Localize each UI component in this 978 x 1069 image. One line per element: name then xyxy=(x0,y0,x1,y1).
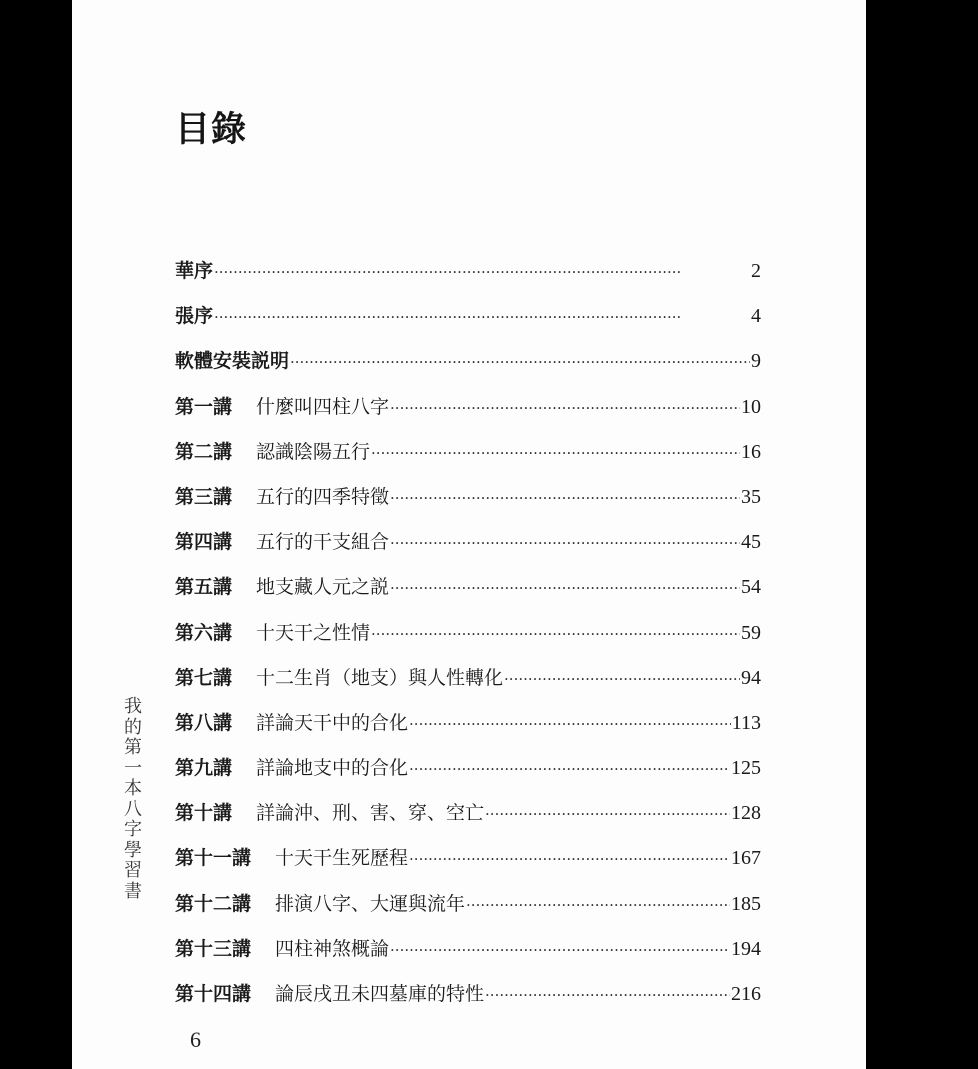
entry-title: 論辰戌丑未四墓庫的特性 xyxy=(275,983,485,1005)
entry-title: 十天干生死歷程 xyxy=(275,847,409,870)
dot-leader xyxy=(409,850,730,868)
entry-page-number: 113 xyxy=(731,711,761,734)
toc-entry[interactable] xyxy=(175,798,761,843)
entry-title: 詳論天干中的合化 xyxy=(256,711,409,734)
page-number: 6 xyxy=(190,1027,201,1052)
toc-entry[interactable] xyxy=(175,527,761,572)
entry-page-number: 45 xyxy=(741,531,761,554)
chapter-label: 第八講 xyxy=(175,711,233,734)
entry-title: 五行的四季特徵 xyxy=(256,485,390,508)
entry-title: 詳論地支中的合化 xyxy=(256,757,409,780)
dot-leader xyxy=(409,715,731,733)
book-page xyxy=(72,0,866,1069)
chapter-label: 第五講 xyxy=(175,576,233,599)
entry-page-number: 9 xyxy=(751,350,761,373)
entry-page-number: 54 xyxy=(741,576,761,599)
toc-entry[interactable] xyxy=(175,572,761,617)
dot-leader xyxy=(466,896,730,914)
chapter-label: 第九講 xyxy=(175,757,233,780)
entry-title: 五行的干支組合 xyxy=(256,531,390,554)
book-title-vertical: 我的第一本八字學習書 xyxy=(124,696,142,902)
entry-title: 十天干之性情 xyxy=(256,621,371,644)
chapter-label: 第六講 xyxy=(175,621,233,644)
entry-title: 華序 xyxy=(175,260,214,282)
dot-leader xyxy=(214,263,750,281)
dot-leader xyxy=(409,760,730,778)
entry-title: 十二生肖（地支）與人性轉化 xyxy=(256,666,504,689)
table-of-contents xyxy=(175,256,761,1024)
toc-entry[interactable] xyxy=(175,708,761,753)
entry-title: 四柱神煞概論 xyxy=(275,937,390,960)
entry-page-number: 128 xyxy=(731,802,761,825)
toc-entry[interactable] xyxy=(175,663,761,708)
entry-page-number: 4 xyxy=(751,305,761,328)
chapter-label: 第十三講 xyxy=(175,937,252,960)
entry-title: 詳論沖、刑、害、穿、空亡 xyxy=(256,802,485,825)
toc-entry[interactable] xyxy=(175,256,761,301)
toc-entry[interactable] xyxy=(175,437,761,482)
entry-page-number: 16 xyxy=(741,440,761,463)
toc-entry[interactable] xyxy=(175,843,761,888)
toc-entry[interactable] xyxy=(175,346,761,391)
entry-page-number: 10 xyxy=(741,395,761,418)
chapter-label: 第十四講 xyxy=(175,983,252,1005)
entry-title: 排演八字、大運與流年 xyxy=(275,892,466,915)
entry-title: 認識陰陽五行 xyxy=(256,440,371,463)
toc-entry[interactable] xyxy=(175,618,761,663)
entry-page-number: 194 xyxy=(731,937,761,960)
entry-page-number: 59 xyxy=(741,621,761,644)
toc-entry[interactable] xyxy=(175,482,761,527)
dot-leader xyxy=(390,399,740,417)
chapter-label: 第三講 xyxy=(175,485,233,508)
dot-leader xyxy=(371,444,740,462)
dot-leader xyxy=(390,941,730,959)
entry-title: 什麼叫四柱八字 xyxy=(256,395,390,418)
entry-title: 地支藏人元之説 xyxy=(256,576,390,599)
dot-leader xyxy=(371,625,740,643)
chapter-label: 第一講 xyxy=(175,395,233,418)
chapter-label: 第十二講 xyxy=(175,892,252,915)
entry-page-number: 2 xyxy=(751,260,761,282)
toc-entry[interactable] xyxy=(175,301,761,346)
dot-leader xyxy=(290,353,750,371)
dot-leader xyxy=(485,805,730,823)
dot-leader xyxy=(390,534,740,552)
toc-entry[interactable] xyxy=(175,979,761,1024)
dot-leader xyxy=(485,986,730,1004)
entry-page-number: 185 xyxy=(731,892,761,915)
entry-page-number: 35 xyxy=(741,485,761,508)
entry-title: 張序 xyxy=(175,305,214,328)
toc-entry[interactable] xyxy=(175,934,761,979)
entry-title: 軟體安裝説明 xyxy=(175,350,290,373)
page-title: 目錄 xyxy=(175,109,248,150)
toc-entry[interactable] xyxy=(175,392,761,437)
toc-entry[interactable] xyxy=(175,753,761,798)
dot-leader xyxy=(504,670,740,688)
dot-leader xyxy=(390,579,740,597)
chapter-label: 第十講 xyxy=(175,802,233,825)
entry-page-number: 125 xyxy=(731,757,761,780)
dot-leader xyxy=(214,308,750,326)
dot-leader xyxy=(390,489,740,507)
chapter-label: 第十一講 xyxy=(175,847,252,870)
entry-page-number: 216 xyxy=(731,983,761,1005)
toc-entry[interactable] xyxy=(175,889,761,934)
entry-page-number: 167 xyxy=(731,847,761,870)
chapter-label: 第四講 xyxy=(175,531,233,554)
chapter-label: 第二講 xyxy=(175,440,233,463)
entry-page-number: 94 xyxy=(741,666,761,689)
chapter-label: 第七講 xyxy=(175,666,233,689)
